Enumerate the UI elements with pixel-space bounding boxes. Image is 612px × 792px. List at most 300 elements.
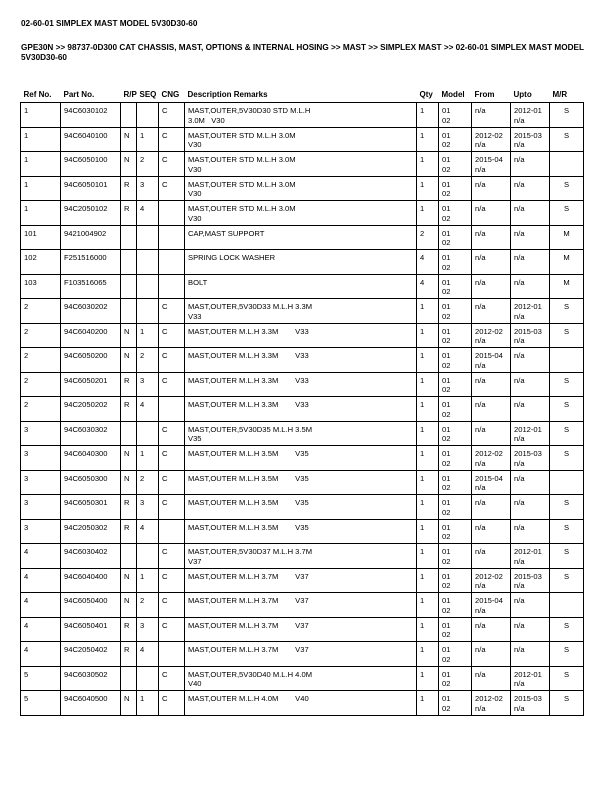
part-no-cell [61,152,121,177]
rp-text: N [124,155,130,164]
mr-text: M [563,277,570,287]
description-text: MAST,OUTER STD M.L.H 3.0M [188,204,296,213]
model-text: 01 [442,106,451,115]
mr-cell [550,470,584,495]
ref-no-cell [21,299,61,324]
ref-no-text: 3 [24,424,29,434]
model-cell [439,519,472,544]
upto-cell [511,495,550,520]
model-text: 02 [442,630,451,640]
rp-cell [121,544,137,569]
model-cell [439,152,472,177]
upto-text: 2012-01 [514,106,542,115]
model-text: 01 [442,130,451,140]
qty-text: 1 [420,473,425,483]
cng-text: C [162,155,168,164]
part-no-text: 94C2050402 [64,645,108,654]
upto-text: n/a [514,336,525,346]
description-cell [185,666,417,691]
qty-cell [417,201,439,226]
qty-text: 1 [420,130,425,140]
ref-no-text: 1 [24,179,29,189]
from-text: n/a [475,375,486,385]
rp-cell [121,299,137,324]
ref-no-cell [21,250,61,275]
qty-cell [417,691,439,716]
from-cell [472,152,511,177]
rp-cell [121,519,137,544]
cng-text: C [162,326,168,336]
header-rp: R/P [121,86,137,103]
upto-cell [511,348,550,373]
model-cell [439,642,472,667]
upto-cell [511,421,550,446]
seq-cell [137,323,159,348]
part-no-cell [61,299,121,324]
part-no-cell [61,568,121,593]
model-text: 01 [442,596,451,605]
ref-no-text: 101 [24,228,37,238]
seq-cell [137,250,159,275]
model-text: 02 [442,532,451,542]
mr-cell [550,176,584,201]
table-row [21,348,584,373]
part-no-text: 9421004902 [64,228,107,238]
description-cell [185,152,417,177]
from-text: 2012-02 [475,449,503,458]
description-text: MAST,OUTER M.L.H 3.7M V37 [188,645,309,654]
part-no-text: 94C6030502 [64,669,108,679]
description-text: MAST,OUTER M.L.H 4.0M V40 [188,694,309,703]
ref-no-text: 2 [24,326,29,336]
model-cell [439,127,472,152]
description-cell [185,519,417,544]
model-text: 02 [442,189,451,199]
table-row [21,323,584,348]
from-text: n/a [475,703,486,713]
table-row [21,299,584,324]
description-text: V30 [188,164,202,174]
from-cell [472,593,511,618]
description-cell [185,323,417,348]
upto-cell [511,225,550,250]
seq-text: 2 [140,155,145,164]
mr-text: S [563,645,570,654]
cng-cell [159,691,185,716]
mr-cell [550,691,584,716]
model-text: 02 [442,556,451,566]
rp-cell [121,323,137,348]
cng-cell [159,348,185,373]
seq-text: 1 [140,449,145,458]
mr-text: S [563,571,570,581]
cng-text: C [162,547,168,556]
from-cell [472,642,511,667]
from-cell [472,421,511,446]
description-cell [185,593,417,618]
upto-cell [511,372,550,397]
description-cell [185,446,417,471]
cng-cell [159,544,185,569]
upto-text: n/a [514,375,525,385]
from-text: n/a [475,669,486,679]
seq-cell [137,348,159,373]
table-row [21,495,584,520]
seq-text: 3 [140,620,145,630]
part-no-text: 94C6050100 [64,155,108,164]
ref-no-cell [21,397,61,422]
rp-cell [121,152,137,177]
table-row [21,250,584,275]
part-no-cell [61,250,121,275]
mr-text: S [563,302,570,311]
from-text: n/a [475,483,486,493]
seq-cell [137,593,159,618]
upto-text: n/a [514,204,525,213]
upto-text: n/a [514,679,525,689]
mr-cell [550,103,584,128]
ref-no-text: 1 [24,155,29,164]
description-text: MAST,OUTER STD M.L.H 3.0M [188,130,296,140]
page-title: 02-60-01 SIMPLEX MAST MODEL 5V30D30-60 [21,19,198,28]
ref-no-cell [21,225,61,250]
ref-no-cell [21,691,61,716]
ref-no-text: 4 [24,620,29,630]
qty-text: 1 [420,351,425,360]
qty-text: 1 [420,106,425,115]
description-text: MAST,OUTER M.L.H 3.3M V33 [188,326,309,336]
ref-no-text: 5 [24,694,29,703]
description-cell [185,103,417,128]
table-header-row [21,86,584,103]
qty-cell [417,372,439,397]
rp-cell [121,274,137,299]
mr-text: S [563,130,570,140]
table-row [21,446,584,471]
description-text: SPRING LOCK WASHER [188,253,276,262]
rp-text: N [124,351,130,360]
description-text: MAST,OUTER M.L.H 3.7M V37 [188,620,309,630]
description-text: MAST,OUTER,5V30D40 M.L.H 4.0M [188,669,313,679]
mr-text: S [563,204,570,213]
model-text: 01 [442,179,451,189]
seq-cell [137,225,159,250]
seq-text: 4 [140,522,145,532]
model-cell [439,250,472,275]
upto-cell [511,593,550,618]
upto-text: n/a [514,473,525,483]
seq-text: 2 [140,473,145,483]
qty-cell [417,250,439,275]
ref-no-cell [21,568,61,593]
mr-cell [550,617,584,642]
mr-cell [550,642,584,667]
cng-cell [159,103,185,128]
part-no-cell [61,372,121,397]
model-cell [439,201,472,226]
upto-cell [511,103,550,128]
model-text: 01 [442,473,451,483]
cng-text: C [162,449,168,458]
part-no-text: 94C6030402 [64,547,108,556]
cng-cell [159,495,185,520]
from-cell [472,103,511,128]
rp-cell [121,176,137,201]
rp-cell [121,446,137,471]
mr-text: M [563,228,570,238]
upto-text: n/a [514,458,525,468]
model-cell [439,593,472,618]
model-text: 02 [442,507,451,517]
cng-cell [159,274,185,299]
part-no-text: 94C6050101 [64,179,108,189]
cng-text: C [162,694,168,703]
description-text: MAST,OUTER M.L.H 3.5M V35 [188,522,309,532]
from-cell [472,544,511,569]
table-row [21,201,584,226]
qty-text: 4 [420,277,425,287]
ref-no-cell [21,544,61,569]
cng-cell [159,446,185,471]
upto-cell [511,568,550,593]
from-cell [472,201,511,226]
cng-cell [159,421,185,446]
part-no-cell [61,617,121,642]
mr-cell [550,250,584,275]
description-text: MAST,OUTER,5V30D37 M.L.H 3.7M [188,547,313,556]
seq-cell [137,299,159,324]
ref-no-cell [21,103,61,128]
upto-text: n/a [514,596,525,605]
cng-text: C [162,571,168,581]
seq-text: 1 [140,571,145,581]
qty-text: 2 [420,228,425,238]
from-text: n/a [475,336,486,346]
ref-no-text: 4 [24,571,29,581]
mr-cell [550,201,584,226]
ref-no-text: 4 [24,645,29,654]
ref-no-cell [21,127,61,152]
description-cell [185,544,417,569]
upto-text: 2012-01 [514,424,542,434]
cng-cell [159,519,185,544]
cng-cell [159,617,185,642]
mr-text: S [563,498,570,507]
upto-text: n/a [514,434,525,444]
upto-cell [511,691,550,716]
mr-cell [550,152,584,177]
header-qty: Qty [417,86,439,103]
cng-cell [159,372,185,397]
part-no-text: 94C6050201 [64,375,108,385]
model-cell [439,666,472,691]
mr-cell [550,666,584,691]
mr-text: S [563,179,570,189]
from-cell [472,250,511,275]
description-text: MAST,OUTER,5V30D33 M.L.H 3.3M [188,302,313,311]
seq-cell [137,152,159,177]
rp-cell [121,250,137,275]
mr-cell [550,372,584,397]
rp-cell [121,495,137,520]
table-row [21,593,584,618]
model-cell [439,372,472,397]
description-text: MAST,OUTER M.L.H 3.3M V33 [188,375,309,385]
rp-cell [121,470,137,495]
mr-text: S [563,547,570,556]
upto-text: n/a [514,228,525,238]
from-text: 2015-04 [475,473,503,483]
rp-cell [121,642,137,667]
model-text: 02 [442,581,451,591]
description-text: BOLT [188,277,208,287]
rp-text: N [124,130,130,140]
rp-cell [121,103,137,128]
description-cell [185,397,417,422]
table-row [21,470,584,495]
qty-cell [417,421,439,446]
from-text: n/a [475,581,486,591]
from-text: n/a [475,605,486,615]
model-cell [439,299,472,324]
part-no-text: 94C6040300 [64,449,108,458]
from-cell [472,176,511,201]
rp-cell [121,617,137,642]
description-cell [185,617,417,642]
seq-cell [137,274,159,299]
part-no-cell [61,544,121,569]
description-text: V33 [188,311,202,321]
upto-text: n/a [514,703,525,713]
qty-text: 1 [420,498,425,507]
ref-no-cell [21,274,61,299]
mr-cell [550,299,584,324]
qty-text: 1 [420,179,425,189]
cng-cell [159,642,185,667]
upto-cell [511,274,550,299]
from-text: n/a [475,253,486,262]
cng-text: C [162,473,168,483]
description-text: MAST,OUTER M.L.H 3.5M V35 [188,473,309,483]
mr-text: S [563,694,570,703]
header-mr: M/R [550,86,584,103]
upto-text: 2015-03 [514,571,542,581]
from-text: 2012-02 [475,694,503,703]
seq-cell [137,617,159,642]
ref-no-cell [21,176,61,201]
upto-text: n/a [514,155,525,164]
qty-cell [417,397,439,422]
from-text: 2015-04 [475,351,503,360]
ref-no-cell [21,446,61,471]
model-text: 02 [442,409,451,419]
qty-cell [417,176,439,201]
part-no-cell [61,225,121,250]
qty-text: 1 [420,302,425,311]
description-cell [185,201,417,226]
description-cell [185,274,417,299]
upto-cell [511,519,550,544]
from-text: 2012-02 [475,326,503,336]
rp-text: N [124,449,130,458]
ref-no-text: 1 [24,130,29,140]
model-text: 02 [442,679,451,689]
mr-cell [550,593,584,618]
ref-no-cell [21,642,61,667]
qty-text: 1 [420,571,425,581]
part-no-text: 94C6040400 [64,571,108,581]
from-cell [472,519,511,544]
from-cell [472,495,511,520]
qty-cell [417,642,439,667]
description-cell [185,250,417,275]
model-text: 02 [442,140,451,150]
mr-cell [550,544,584,569]
description-text: MAST,OUTER M.L.H 3.5M V35 [188,498,309,507]
model-cell [439,176,472,201]
description-text: V30 [188,213,202,223]
ref-no-text: 2 [24,375,29,385]
table-row [21,397,584,422]
mr-cell [550,568,584,593]
part-no-cell [61,495,121,520]
part-no-text: 94C6050401 [64,620,108,630]
cng-cell [159,201,185,226]
description-cell [185,495,417,520]
mr-text: S [563,522,570,532]
mr-text: M [563,253,570,262]
part-no-cell [61,274,121,299]
ref-no-cell [21,470,61,495]
description-text: V40 [188,679,202,689]
header-ref-no: Ref No. [21,86,61,103]
description-cell [185,176,417,201]
ref-no-text: 3 [24,522,29,532]
part-no-text: 94C6030302 [64,424,108,434]
part-no-text: 94C6040500 [64,694,108,703]
description-text: MAST,OUTER M.L.H 3.7M V37 [188,571,309,581]
seq-text: 4 [140,645,145,654]
part-no-text: 94C2050202 [64,400,108,409]
from-text: n/a [475,400,486,409]
upto-cell [511,544,550,569]
qty-cell [417,274,439,299]
seq-cell [137,397,159,422]
mr-text: S [563,620,570,630]
table-body [21,103,584,716]
model-cell [439,691,472,716]
rp-cell [121,421,137,446]
from-text: n/a [475,140,486,150]
model-text: 02 [442,164,451,174]
cng-cell [159,593,185,618]
qty-cell [417,593,439,618]
qty-cell [417,323,439,348]
description-cell [185,348,417,373]
from-text: 2015-04 [475,596,503,605]
seq-cell [137,519,159,544]
ref-no-cell [21,617,61,642]
model-cell [439,225,472,250]
model-text: 01 [442,277,451,287]
qty-text: 1 [420,547,425,556]
header-upto: Upto [511,86,550,103]
cng-text: C [162,130,168,140]
from-cell [472,666,511,691]
mr-text: S [563,106,570,115]
qty-cell [417,568,439,593]
from-cell [472,225,511,250]
